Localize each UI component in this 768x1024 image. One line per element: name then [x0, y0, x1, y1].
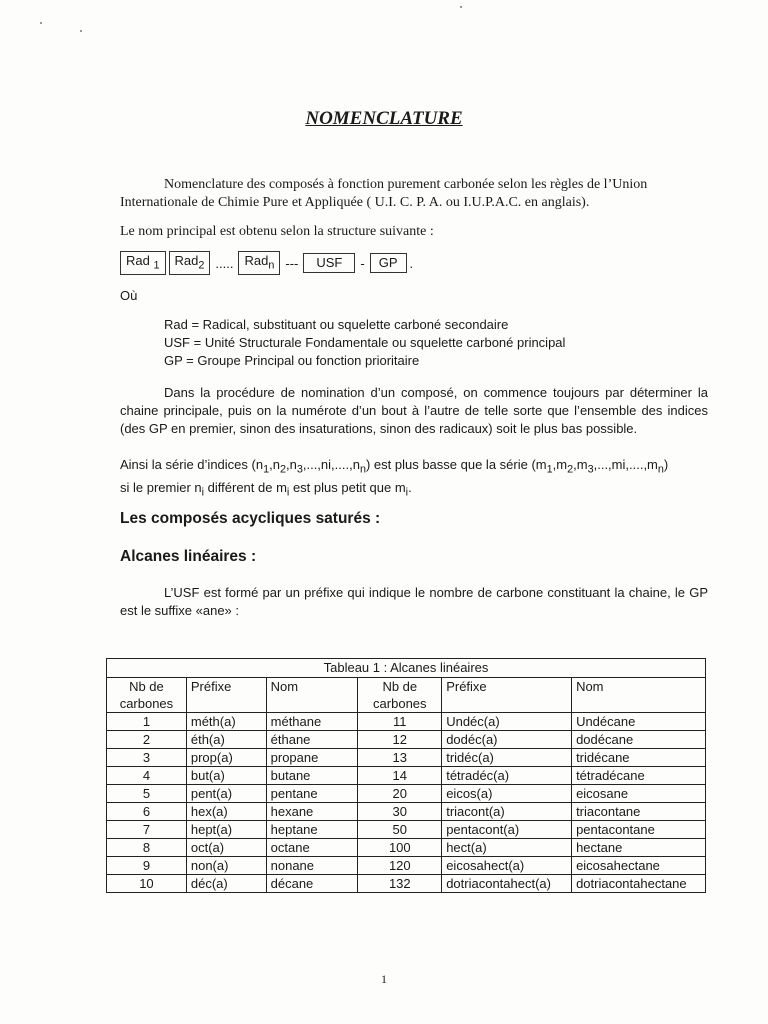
- table-cell: tridécane: [572, 749, 706, 767]
- table-cell: 9: [107, 857, 187, 875]
- definition-gp: GP = Groupe Principal ou fonction prioritaire: [164, 353, 420, 368]
- table-cell: éth(a): [186, 731, 266, 749]
- table-cell: hectane: [572, 839, 706, 857]
- table-cell: 10: [107, 875, 187, 893]
- table-cell: méthane: [266, 713, 358, 731]
- table-cell: éthane: [266, 731, 358, 749]
- table-cell: 6: [107, 803, 187, 821]
- table-cell: 12: [358, 731, 442, 749]
- page-number: 1: [381, 972, 387, 986]
- table-cell: 120: [358, 857, 442, 875]
- header-nb-carbones-2: Nb de carbones: [358, 678, 442, 713]
- scan-speck: [80, 30, 82, 32]
- table-cell: eicos(a): [442, 785, 572, 803]
- table-cell: prop(a): [186, 749, 266, 767]
- table-row: [107, 803, 706, 821]
- dash: -: [360, 255, 365, 271]
- ellipsis: .....: [215, 255, 234, 271]
- procedure-paragraph: Dans la procédure de nomination d’un composé, on commence toujours par déterminer la chaine principale, puis on la numérote d’un bout à l’autre de telle sorte que l’ensemble des indices (des GP en premier, sinon des insaturations, sinon des radicaux) soit le plus bas possible.: [120, 385, 708, 436]
- header-nom-2: Nom: [572, 678, 706, 713]
- table-cell: 4: [107, 767, 187, 785]
- table-cell: hect(a): [442, 839, 572, 857]
- table-cell: but(a): [186, 767, 266, 785]
- table-cell: tridéc(a): [442, 749, 572, 767]
- table-cell: 20: [358, 785, 442, 803]
- usf-box: USF: [303, 253, 355, 273]
- table-cell: 132: [358, 875, 442, 893]
- definition-rad: Rad = Radical, substituant ou squelette carboné secondaire: [164, 317, 509, 332]
- ainsi-paragraph: Ainsi la série d’indices $(n_1,n_2,n_3,...,ni,....,n_n)$ est plus basse que la série $(m_1,m_2,m_3,...,mi,....,m_n)$ si le premier $n_i$ différent de $m_i$ est plus petit que $m_i$.: [120, 457, 669, 499]
- table-cell: dotriacontahectane: [572, 875, 706, 893]
- radn-box: Rad$_n$: [238, 251, 280, 276]
- table-cell: 7: [107, 821, 187, 839]
- name-structure-formula: [120, 252, 413, 274]
- header-prefixe: Préfixe: [186, 678, 266, 713]
- heading-acyclic-saturated: Les composés acycliques saturés :: [120, 510, 381, 527]
- table-cell: 30: [358, 803, 442, 821]
- table-header-row: [107, 678, 706, 713]
- table-cell: dodéc(a): [442, 731, 572, 749]
- table-cell: oct(a): [186, 839, 266, 857]
- table-cell: hexane: [266, 803, 358, 821]
- alkanes-table: [106, 658, 706, 893]
- table-cell: 14: [358, 767, 442, 785]
- table-caption: Tableau 1 : Alcanes linéaires: [106, 658, 706, 677]
- gp-box: GP: [370, 253, 407, 273]
- definitions-list: [164, 316, 565, 370]
- ou-label: Où: [120, 288, 138, 303]
- table-cell: déc(a): [186, 875, 266, 893]
- table-cell: nonane: [266, 857, 358, 875]
- table-row: [107, 713, 706, 731]
- table-cell: hept(a): [186, 821, 266, 839]
- table-cell: 1: [107, 713, 187, 731]
- nom-principal-text: Le nom principal est obtenu selon la structure suivante :: [120, 224, 434, 239]
- table-row: [107, 821, 706, 839]
- table-cell: 11: [358, 713, 442, 731]
- definition-usf: USF = Unité Structurale Fondamentale ou squelette carboné principal: [164, 335, 566, 350]
- intro-paragraph: Nomenclature des composés à fonction purement carbonée selon les règles de l’Union Internationale de Chimie Pure et Appliquée ( U.I. C. P. A. ou I.U.P.A.C. en anglais).: [120, 177, 648, 210]
- table-cell: triacontane: [572, 803, 706, 821]
- table-cell: pentane: [266, 785, 358, 803]
- table-cell: 13: [358, 749, 442, 767]
- table-cell: heptane: [266, 821, 358, 839]
- table-cell: eicosahectane: [572, 857, 706, 875]
- heading-linear-alkanes: Alcanes linéaires :: [120, 548, 257, 565]
- table-cell: pentacont(a): [442, 821, 572, 839]
- usf-paragraph: L’USF est formé par un préfixe qui indique le nombre de carbone constituant la chaine, le GP est le suffixe «ane» :: [120, 585, 708, 618]
- table-cell: pent(a): [186, 785, 266, 803]
- table-row: [107, 857, 706, 875]
- header-prefixe-2: Préfixe: [442, 678, 572, 713]
- table-cell: Undéc(a): [442, 713, 572, 731]
- table-row: [107, 749, 706, 767]
- scan-speck: [460, 6, 462, 8]
- table-cell: dodécane: [572, 731, 706, 749]
- table-cell: tétradécane: [572, 767, 706, 785]
- scan-speck: [40, 22, 42, 24]
- page-title: NOMENCLATURE: [305, 108, 463, 129]
- table-row: [107, 767, 706, 785]
- rad1-box: Rad $_1$: [120, 251, 166, 276]
- table-cell: pentacontane: [572, 821, 706, 839]
- table-cell: 2: [107, 731, 187, 749]
- table-body: [107, 713, 706, 893]
- table-cell: 8: [107, 839, 187, 857]
- table-row: [107, 785, 706, 803]
- table-cell: octane: [266, 839, 358, 857]
- period: .: [409, 255, 414, 271]
- table-cell: non(a): [186, 857, 266, 875]
- table-cell: 100: [358, 839, 442, 857]
- table-cell: eicosane: [572, 785, 706, 803]
- table-cell: hex(a): [186, 803, 266, 821]
- table-cell: méth(a): [186, 713, 266, 731]
- dashes: ---: [285, 255, 299, 271]
- table-cell: tétradéc(a): [442, 767, 572, 785]
- table-cell: eicosahect(a): [442, 857, 572, 875]
- rad2-box: Rad$_2$: [169, 251, 211, 276]
- header-nb-carbones: Nb de carbones: [107, 678, 187, 713]
- header-nom: Nom: [266, 678, 358, 713]
- table-cell: 3: [107, 749, 187, 767]
- table-cell: 50: [358, 821, 442, 839]
- table-cell: propane: [266, 749, 358, 767]
- table-cell: dotriacontahect(a): [442, 875, 572, 893]
- table-cell: Undécane: [572, 713, 706, 731]
- table-row: [107, 839, 706, 857]
- table-cell: décane: [266, 875, 358, 893]
- table-cell: triacont(a): [442, 803, 572, 821]
- table-cell: butane: [266, 767, 358, 785]
- table-row: [107, 875, 706, 893]
- table-row: [107, 731, 706, 749]
- table-cell: 5: [107, 785, 187, 803]
